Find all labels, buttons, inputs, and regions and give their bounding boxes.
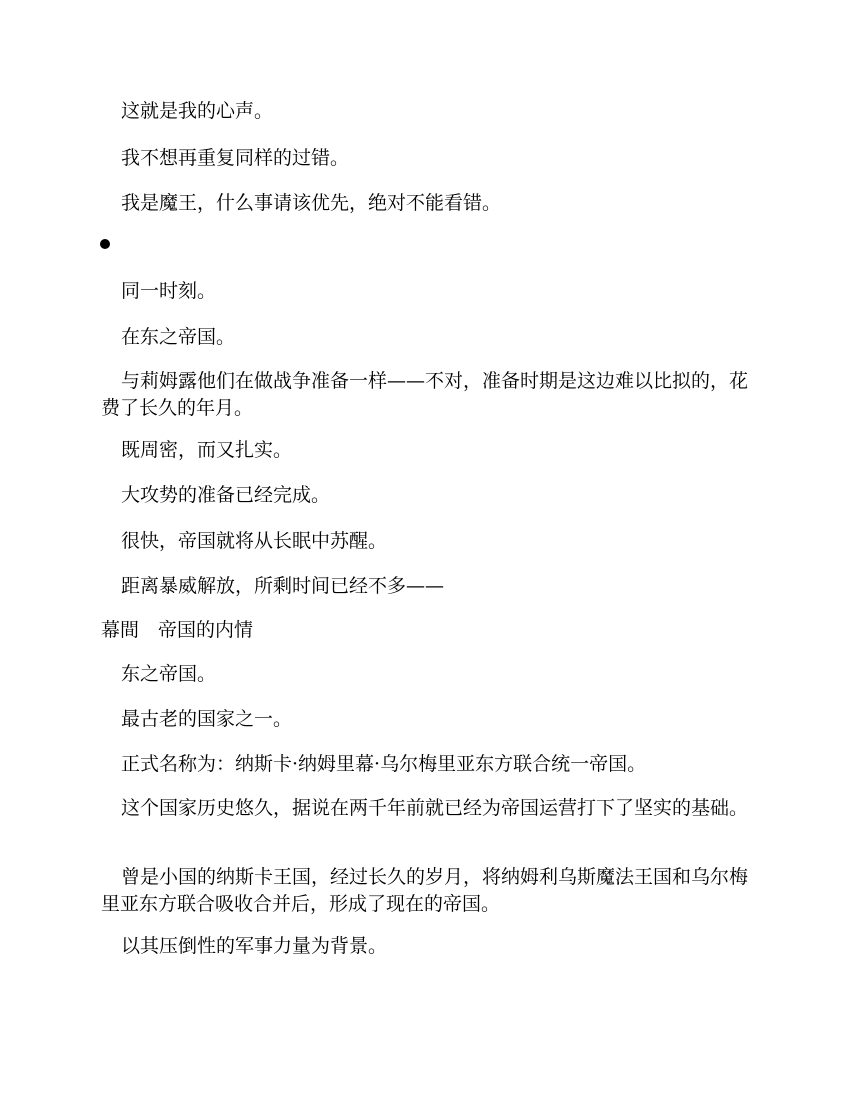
paragraph: 曾是小国的纳斯卡王国，经过长久的岁月，将纳姆利乌斯魔法王国和乌尔梅里亚东方联合吸收合并后，形成了现在的帝国。 [101,866,749,915]
section-break-bullet [100,239,110,249]
paragraph: 东之帝国。 [121,663,217,685]
paragraph: 我是魔王，什么事请该优先，绝对不能看错。 [121,192,502,214]
paragraph: 与莉姆露他们在做战争准备一样——不对，准备时期是这边难以比拟的，花费了长久的年月。 [101,370,749,419]
paragraph: 大攻势的准备已经完成。 [121,484,331,506]
section-heading: 幕間 帝国的内情 [101,619,254,641]
paragraph: 正式名称为：纳斯卡·纳姆里幕·乌尔梅里亚东方联合统一帝国。 [121,753,647,775]
paragraph: 这就是我的心声。 [121,100,274,122]
paragraph: 我不想再重复同样的过错。 [121,147,350,169]
paragraph: 同一时刻。 [121,280,217,302]
paragraph: 既周密，而又扎实。 [121,439,293,461]
paragraph: 距离暴威解放，所剩时间已经不多—— [121,575,445,597]
paragraph: 很快，帝国就将从长眠中苏醒。 [121,530,388,552]
paragraph: 以其压倒性的军事力量为背景。 [121,935,388,957]
paragraph: 这个国家历史悠久，据说在两千年前就已经为帝国运营打下了坚实的基础。 [121,797,749,819]
paragraph: 在东之帝国。 [121,326,236,348]
paragraph: 最古老的国家之一。 [121,708,293,730]
